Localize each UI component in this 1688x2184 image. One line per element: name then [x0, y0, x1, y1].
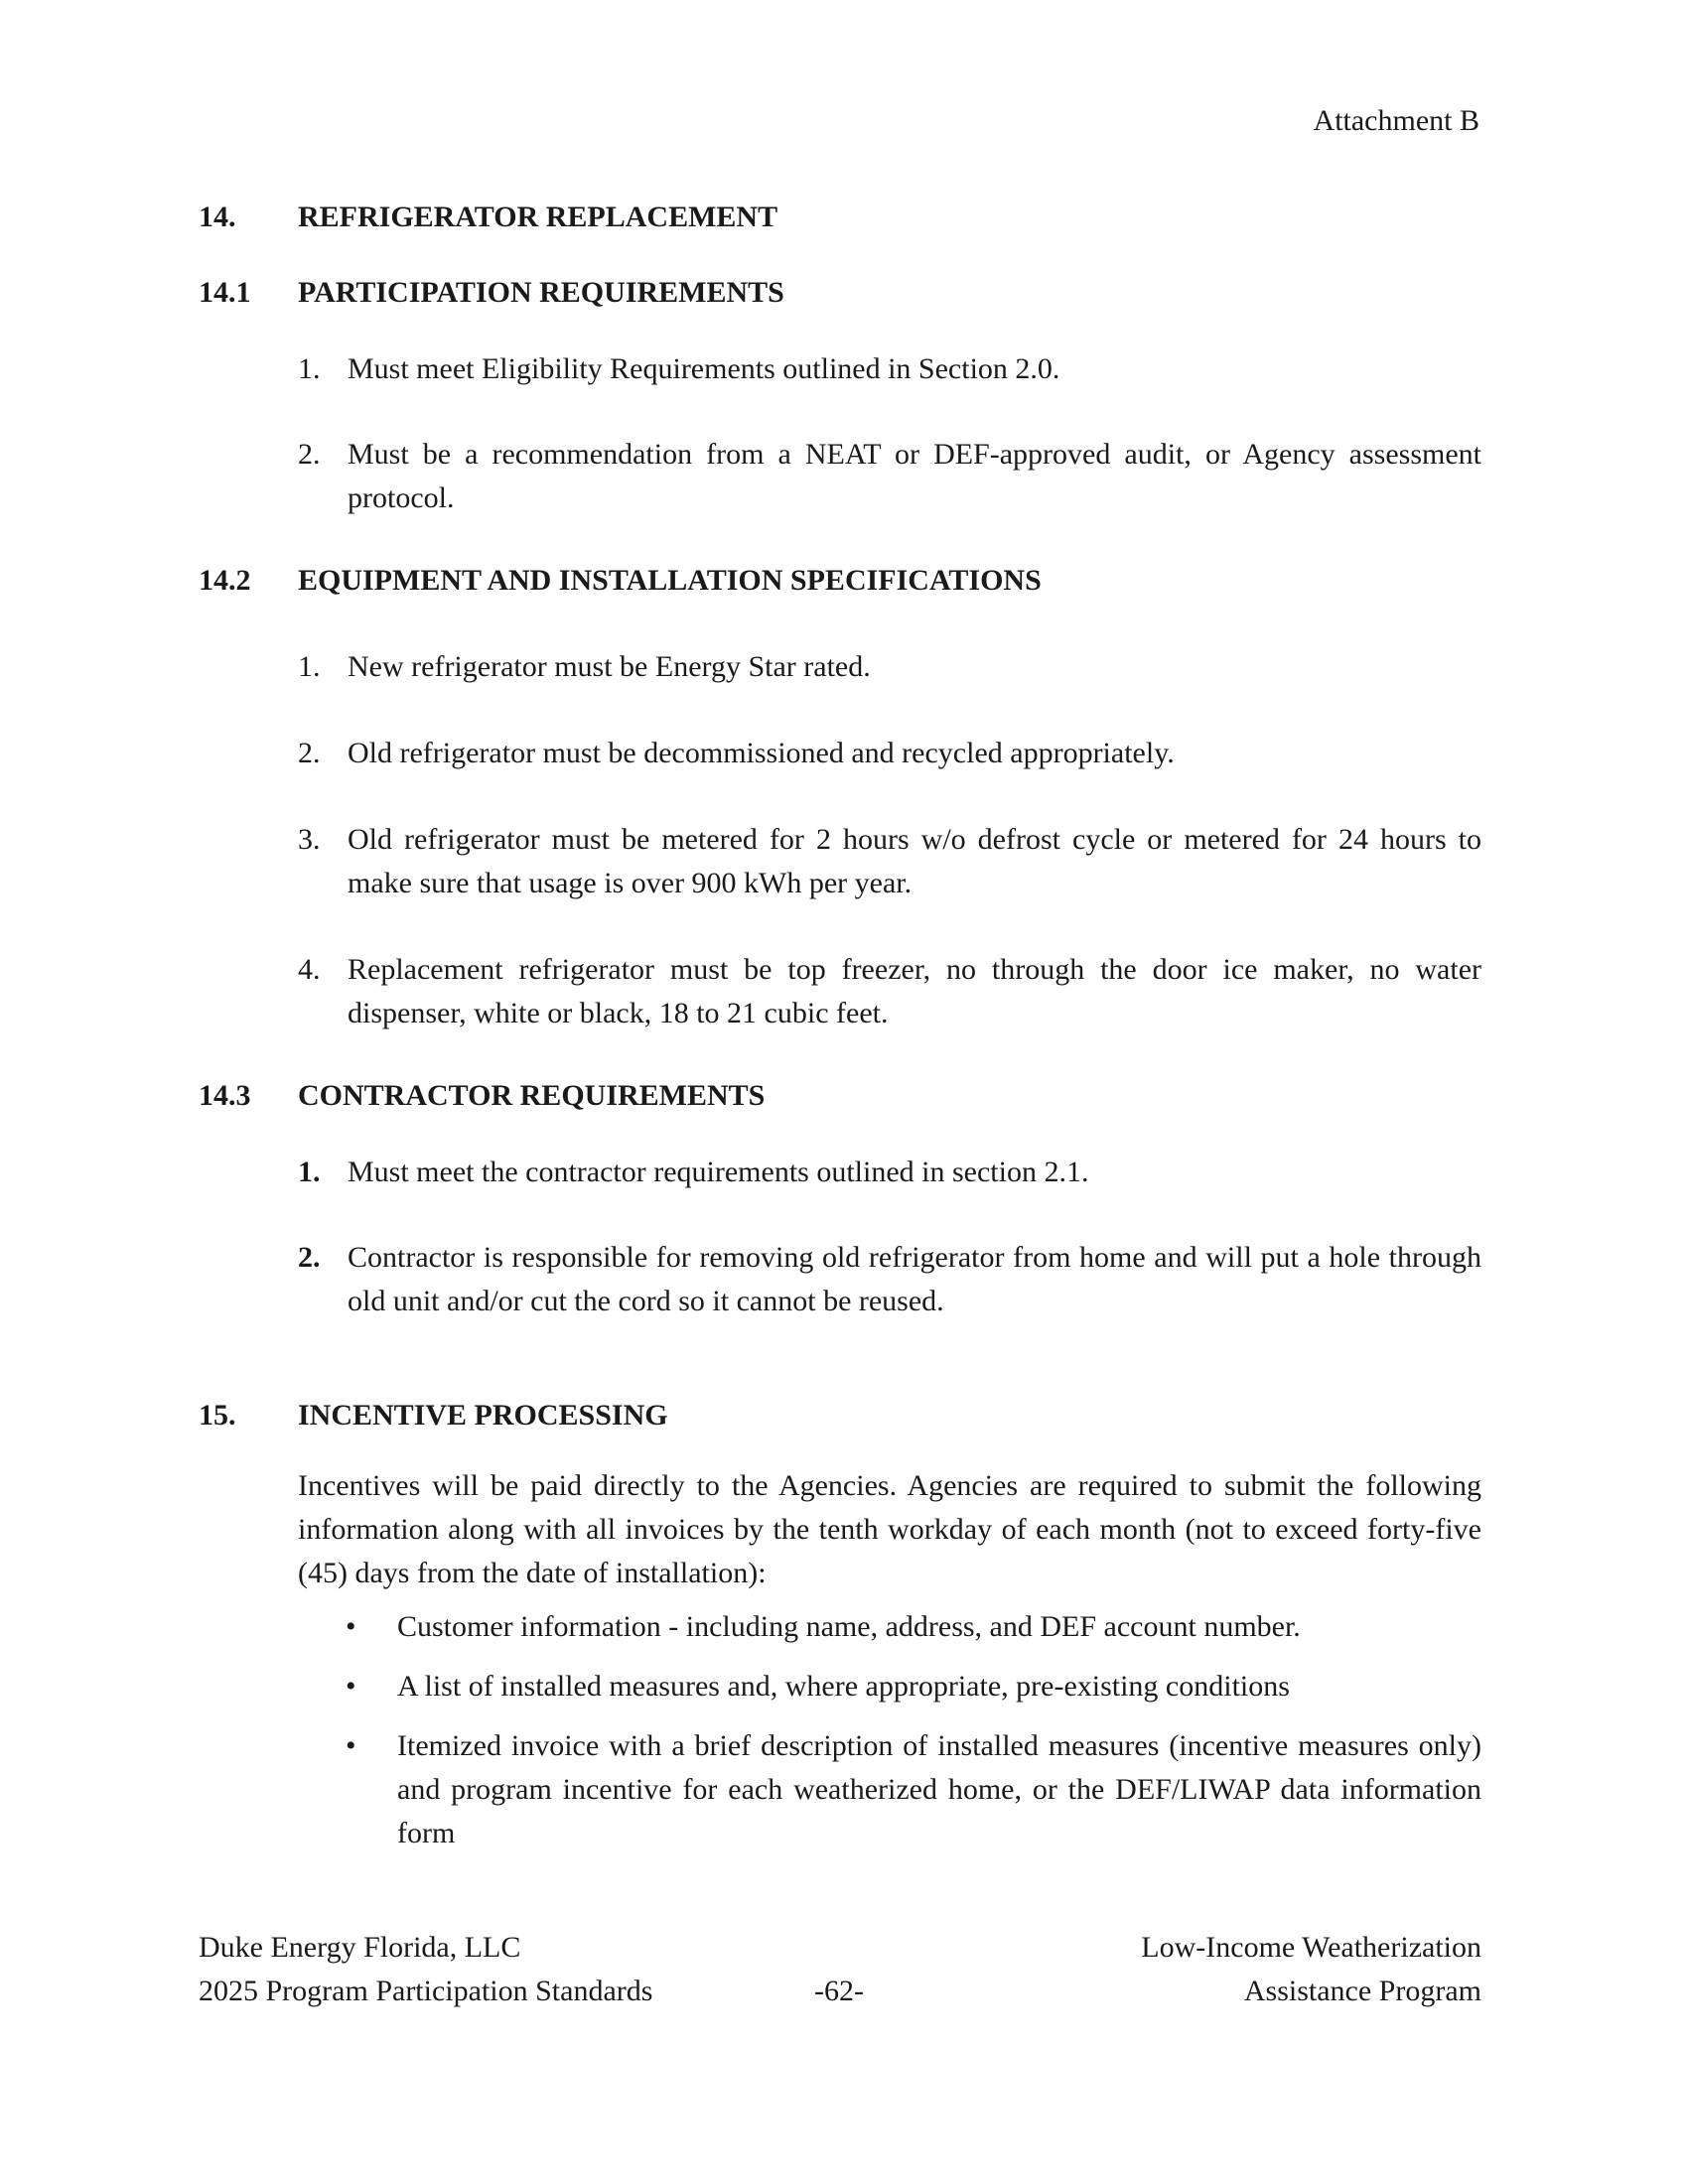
page-number: -62- — [814, 1975, 864, 2007]
attachment-label: Attachment B — [1313, 104, 1479, 137]
list-item — [298, 645, 1481, 689]
item-number: 1. — [298, 650, 321, 683]
item-number: 1. — [298, 1156, 321, 1188]
list-item — [298, 1236, 1481, 1323]
item-text: Must meet Eligibility Requirements outlined in Section 2.0. — [348, 352, 1060, 385]
footer-standards: 2025 Program Participation Standards — [199, 1975, 653, 2007]
subsection-14-2-heading — [199, 559, 1042, 603]
section-title: EQUIPMENT AND INSTALLATION SPECIFICATIONS — [298, 564, 1042, 597]
footer-program-line1: Low-Income Weatherization — [1141, 1931, 1481, 1964]
footer-program-line2: Assistance Program — [1243, 1975, 1481, 2007]
section-number: 14. — [199, 201, 236, 233]
list-item — [298, 818, 1481, 905]
bullet-text: A list of installed measures and, where appropriate, pre-existing conditions — [397, 1670, 1290, 1703]
item-text: Must be a recommendation from a NEAT or DEF-approved audit, or Agency assessment protocol. — [348, 438, 1481, 514]
list-item — [298, 1151, 1481, 1194]
page-footer — [199, 1926, 1481, 2015]
section-title: REFRIGERATOR REPLACEMENT — [298, 201, 778, 233]
section-number: 15. — [199, 1399, 236, 1432]
footer-right — [1141, 1926, 1481, 2013]
bullet-text: Itemized invoice with a brief description of installed measures (incentive measures only) and program incentive for each weatherized home, or the DEF/LIWAP data information form — [397, 1729, 1481, 1849]
section-number: 14.1 — [199, 276, 251, 309]
item-text: New refrigerator must be Energy Star rated. — [348, 650, 871, 683]
list-item — [298, 347, 1481, 391]
item-number: 3. — [298, 823, 321, 856]
section-number: 14.2 — [199, 564, 251, 597]
item-text: Old refrigerator must be decommissioned and recycled appropriately. — [348, 737, 1175, 769]
bullet-icon: • — [346, 1670, 356, 1703]
item-text: Must meet the contractor requirements outlined in section 2.1. — [348, 1156, 1089, 1188]
section-title: INCENTIVE PROCESSING — [298, 1399, 668, 1432]
item-number: 2. — [298, 1241, 321, 1274]
footer-left — [199, 1926, 652, 2013]
item-number: 2. — [298, 438, 321, 471]
section-number: 14.3 — [199, 1079, 251, 1112]
incentive-intro-paragraph: Incentives will be paid directly to the Agencies. Agencies are required to submit the following information along with all invoices by the tenth workday of each month (not to exceed forty-five (45) days from the date of installation): — [298, 1469, 1481, 1589]
bullet-item — [346, 1605, 1481, 1649]
list-item — [298, 948, 1481, 1035]
subsection-14-3-heading — [199, 1074, 765, 1118]
list-item — [298, 433, 1481, 520]
bullet-item — [346, 1724, 1481, 1855]
section-15-heading — [199, 1394, 668, 1437]
item-number: 2. — [298, 737, 321, 769]
item-number: 4. — [298, 953, 321, 986]
bullet-icon: • — [346, 1610, 356, 1643]
subsection-14-1-heading — [199, 271, 784, 315]
bullet-icon: • — [346, 1729, 356, 1762]
section-title: PARTICIPATION REQUIREMENTS — [298, 276, 784, 309]
list-item — [298, 732, 1481, 775]
item-text: Contractor is responsible for removing old refrigerator from home and will put a hole through old unit and/or cut the cord so it cannot be reused. — [348, 1241, 1481, 1317]
footer-company: Duke Energy Florida, LLC — [199, 1931, 521, 1964]
item-text: Replacement refrigerator must be top freezer, no through the door ice maker, no water dispenser, white or black, 18 to 21 cubic feet. — [348, 953, 1481, 1029]
item-number: 1. — [298, 352, 321, 385]
bullet-item — [346, 1665, 1481, 1708]
bullet-text: Customer information - including name, address, and DEF account number. — [397, 1610, 1301, 1643]
section-14-heading — [199, 196, 777, 239]
item-text: Old refrigerator must be metered for 2 hours w/o defrost cycle or metered for 24 hours to make sure that usage is over 900 kWh per year. — [348, 823, 1481, 899]
section-title: CONTRACTOR REQUIREMENTS — [298, 1079, 766, 1112]
